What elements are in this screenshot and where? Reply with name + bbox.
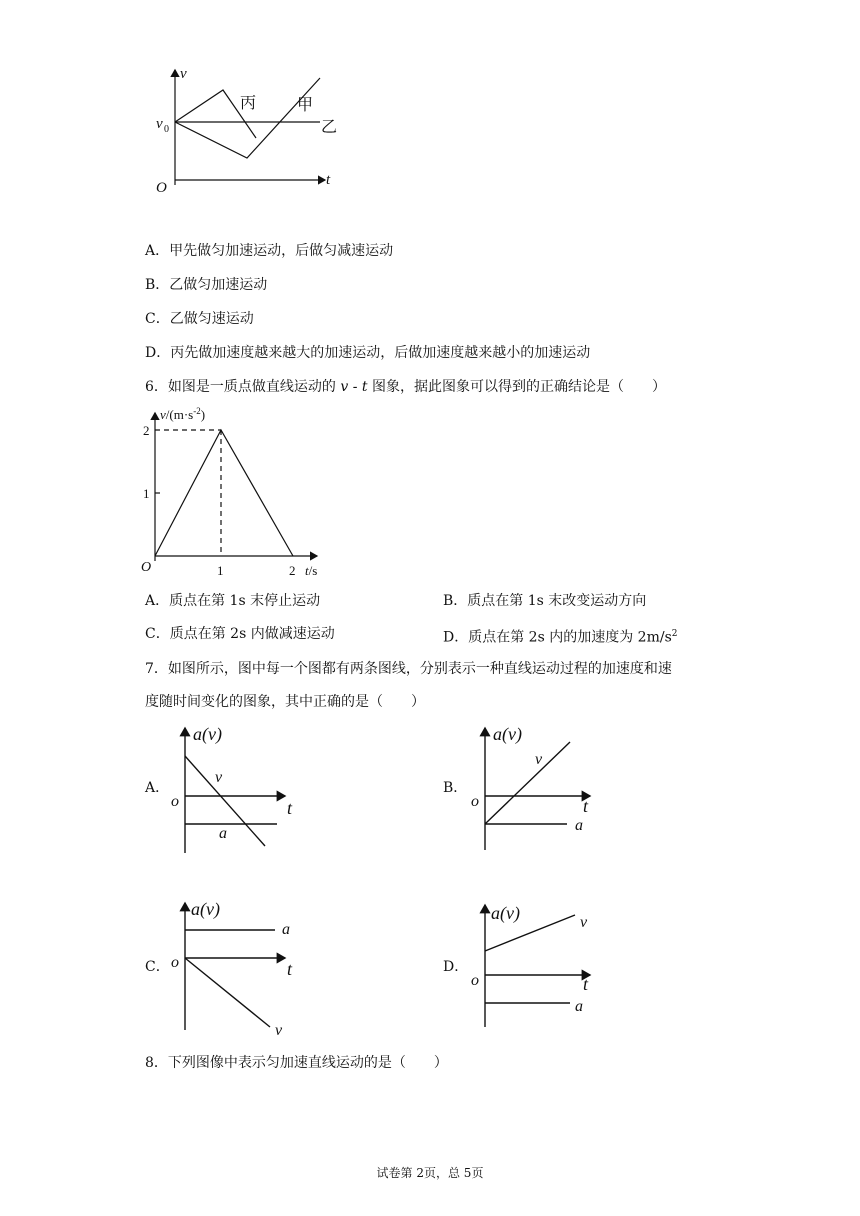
q7-graph-a[interactable] bbox=[165, 718, 315, 858]
q5-origin-label: O bbox=[156, 180, 167, 196]
q6-stem-pre: 6．如图是一质点做直线运动的 bbox=[145, 379, 341, 395]
q7-graph-c[interactable] bbox=[165, 895, 315, 1040]
q5-line-jia bbox=[175, 78, 320, 158]
q5-label-jia: 甲 bbox=[297, 97, 314, 114]
q7d-a-label: a bbox=[575, 998, 583, 1015]
q6-stem bbox=[145, 377, 666, 397]
q5-option-b[interactable]: B．乙做匀加速运动 bbox=[145, 277, 268, 293]
q7c-v-label: v bbox=[275, 1022, 283, 1039]
q5-option-c[interactable]: C．乙做匀速运动 bbox=[145, 311, 254, 327]
q5-v0-label: v bbox=[156, 116, 163, 132]
q7a-v-label: v bbox=[215, 769, 223, 786]
q6-option-a[interactable]: A．质点在第 1s 末停止运动 bbox=[145, 593, 321, 609]
q7b-axis-y: a(v) bbox=[493, 724, 522, 744]
q7b-v-label: v bbox=[535, 751, 543, 768]
q7c-axis-x: t bbox=[287, 959, 293, 979]
q7c-axis-y: a(v) bbox=[191, 899, 220, 919]
q7d-axis-y: a(v) bbox=[491, 903, 520, 923]
q7b-axis-x: t bbox=[583, 796, 589, 816]
q6-ytick-2-label: 2 bbox=[143, 423, 150, 438]
q7c-v-line bbox=[185, 958, 270, 1027]
q7a-origin: o bbox=[171, 793, 179, 810]
q5-option-a[interactable]: A．甲先做匀加速运动，后做匀减速运动 bbox=[145, 243, 394, 259]
q6-stem-vt: v - t bbox=[340, 379, 368, 395]
q7-graph-b[interactable] bbox=[465, 718, 615, 858]
q5-label-bing: 丙 bbox=[240, 95, 257, 112]
q7-option-b-letter[interactable]: B． bbox=[443, 780, 468, 796]
q7-stem-line1: 7．如图所示，图中每一个图都有两条图线，分别表示一种直线运动过程的加速度和速 bbox=[145, 661, 672, 677]
q6-xlabel: t/s bbox=[305, 563, 318, 578]
q8-stem: 8．下列图像中表示匀加速直线运动的是（ ） bbox=[145, 1055, 448, 1071]
q7c-a-label: a bbox=[282, 921, 290, 938]
q6-xtick-1-label: 1 bbox=[217, 563, 224, 578]
q5-label-yi: 乙 bbox=[321, 119, 338, 136]
q6-stem-post: 图象，据此图象可以得到的正确结论是（ ） bbox=[367, 379, 666, 395]
q6-origin-label: O bbox=[141, 560, 152, 575]
q7b-a-label: a bbox=[575, 817, 583, 834]
q7d-axis-x: t bbox=[583, 974, 589, 994]
q7a-axis-x: t bbox=[287, 798, 293, 818]
q7-stem-line2: 度随时间变化的图象，其中正确的是（ ） bbox=[145, 694, 425, 710]
q7b-origin: o bbox=[471, 793, 479, 810]
q6-vt-line bbox=[155, 430, 293, 556]
q7d-origin: o bbox=[471, 972, 479, 989]
q5-axis-v-label: v bbox=[180, 66, 187, 82]
q7-option-a-letter[interactable]: A． bbox=[145, 780, 170, 796]
page-footer: 试卷第 2页，总 5页 bbox=[376, 1166, 484, 1180]
q5-option-d[interactable]: D．丙先做加速度越来越大的加速运动，后做加速度越来越小的加速运动 bbox=[145, 345, 591, 361]
q6-ylabel: $v/(m\cdot s^{-2})$ bbox=[160, 406, 206, 422]
q5-v0-subscript: 0 bbox=[164, 124, 169, 135]
q7a-axis-y: a(v) bbox=[193, 724, 222, 744]
q7a-a-label: a bbox=[219, 825, 227, 842]
q5-vt-graph bbox=[150, 60, 350, 200]
q7d-v-label: v bbox=[580, 914, 588, 931]
q6-option-b[interactable]: B．质点在第 1s 末改变运动方向 bbox=[443, 593, 647, 609]
q6-xtick-2-label: 2 bbox=[289, 563, 296, 578]
q7-option-c-letter[interactable]: C． bbox=[145, 959, 170, 975]
q6-vt-graph bbox=[135, 403, 345, 583]
q6-ytick-1-label: 1 bbox=[143, 486, 150, 501]
q7b-v-line bbox=[485, 742, 570, 824]
q7-graph-d[interactable] bbox=[465, 895, 615, 1040]
q6-option-c[interactable]: C．质点在第 2s 内做减速运动 bbox=[145, 626, 335, 642]
q7c-origin: o bbox=[171, 954, 179, 971]
q5-axis-t-label: t bbox=[326, 172, 331, 188]
q7-option-d-letter[interactable]: D． bbox=[443, 959, 469, 975]
q6-option-d[interactable]: D．质点在第 2s 内的加速度为 $2m/s^2$ bbox=[443, 629, 678, 646]
